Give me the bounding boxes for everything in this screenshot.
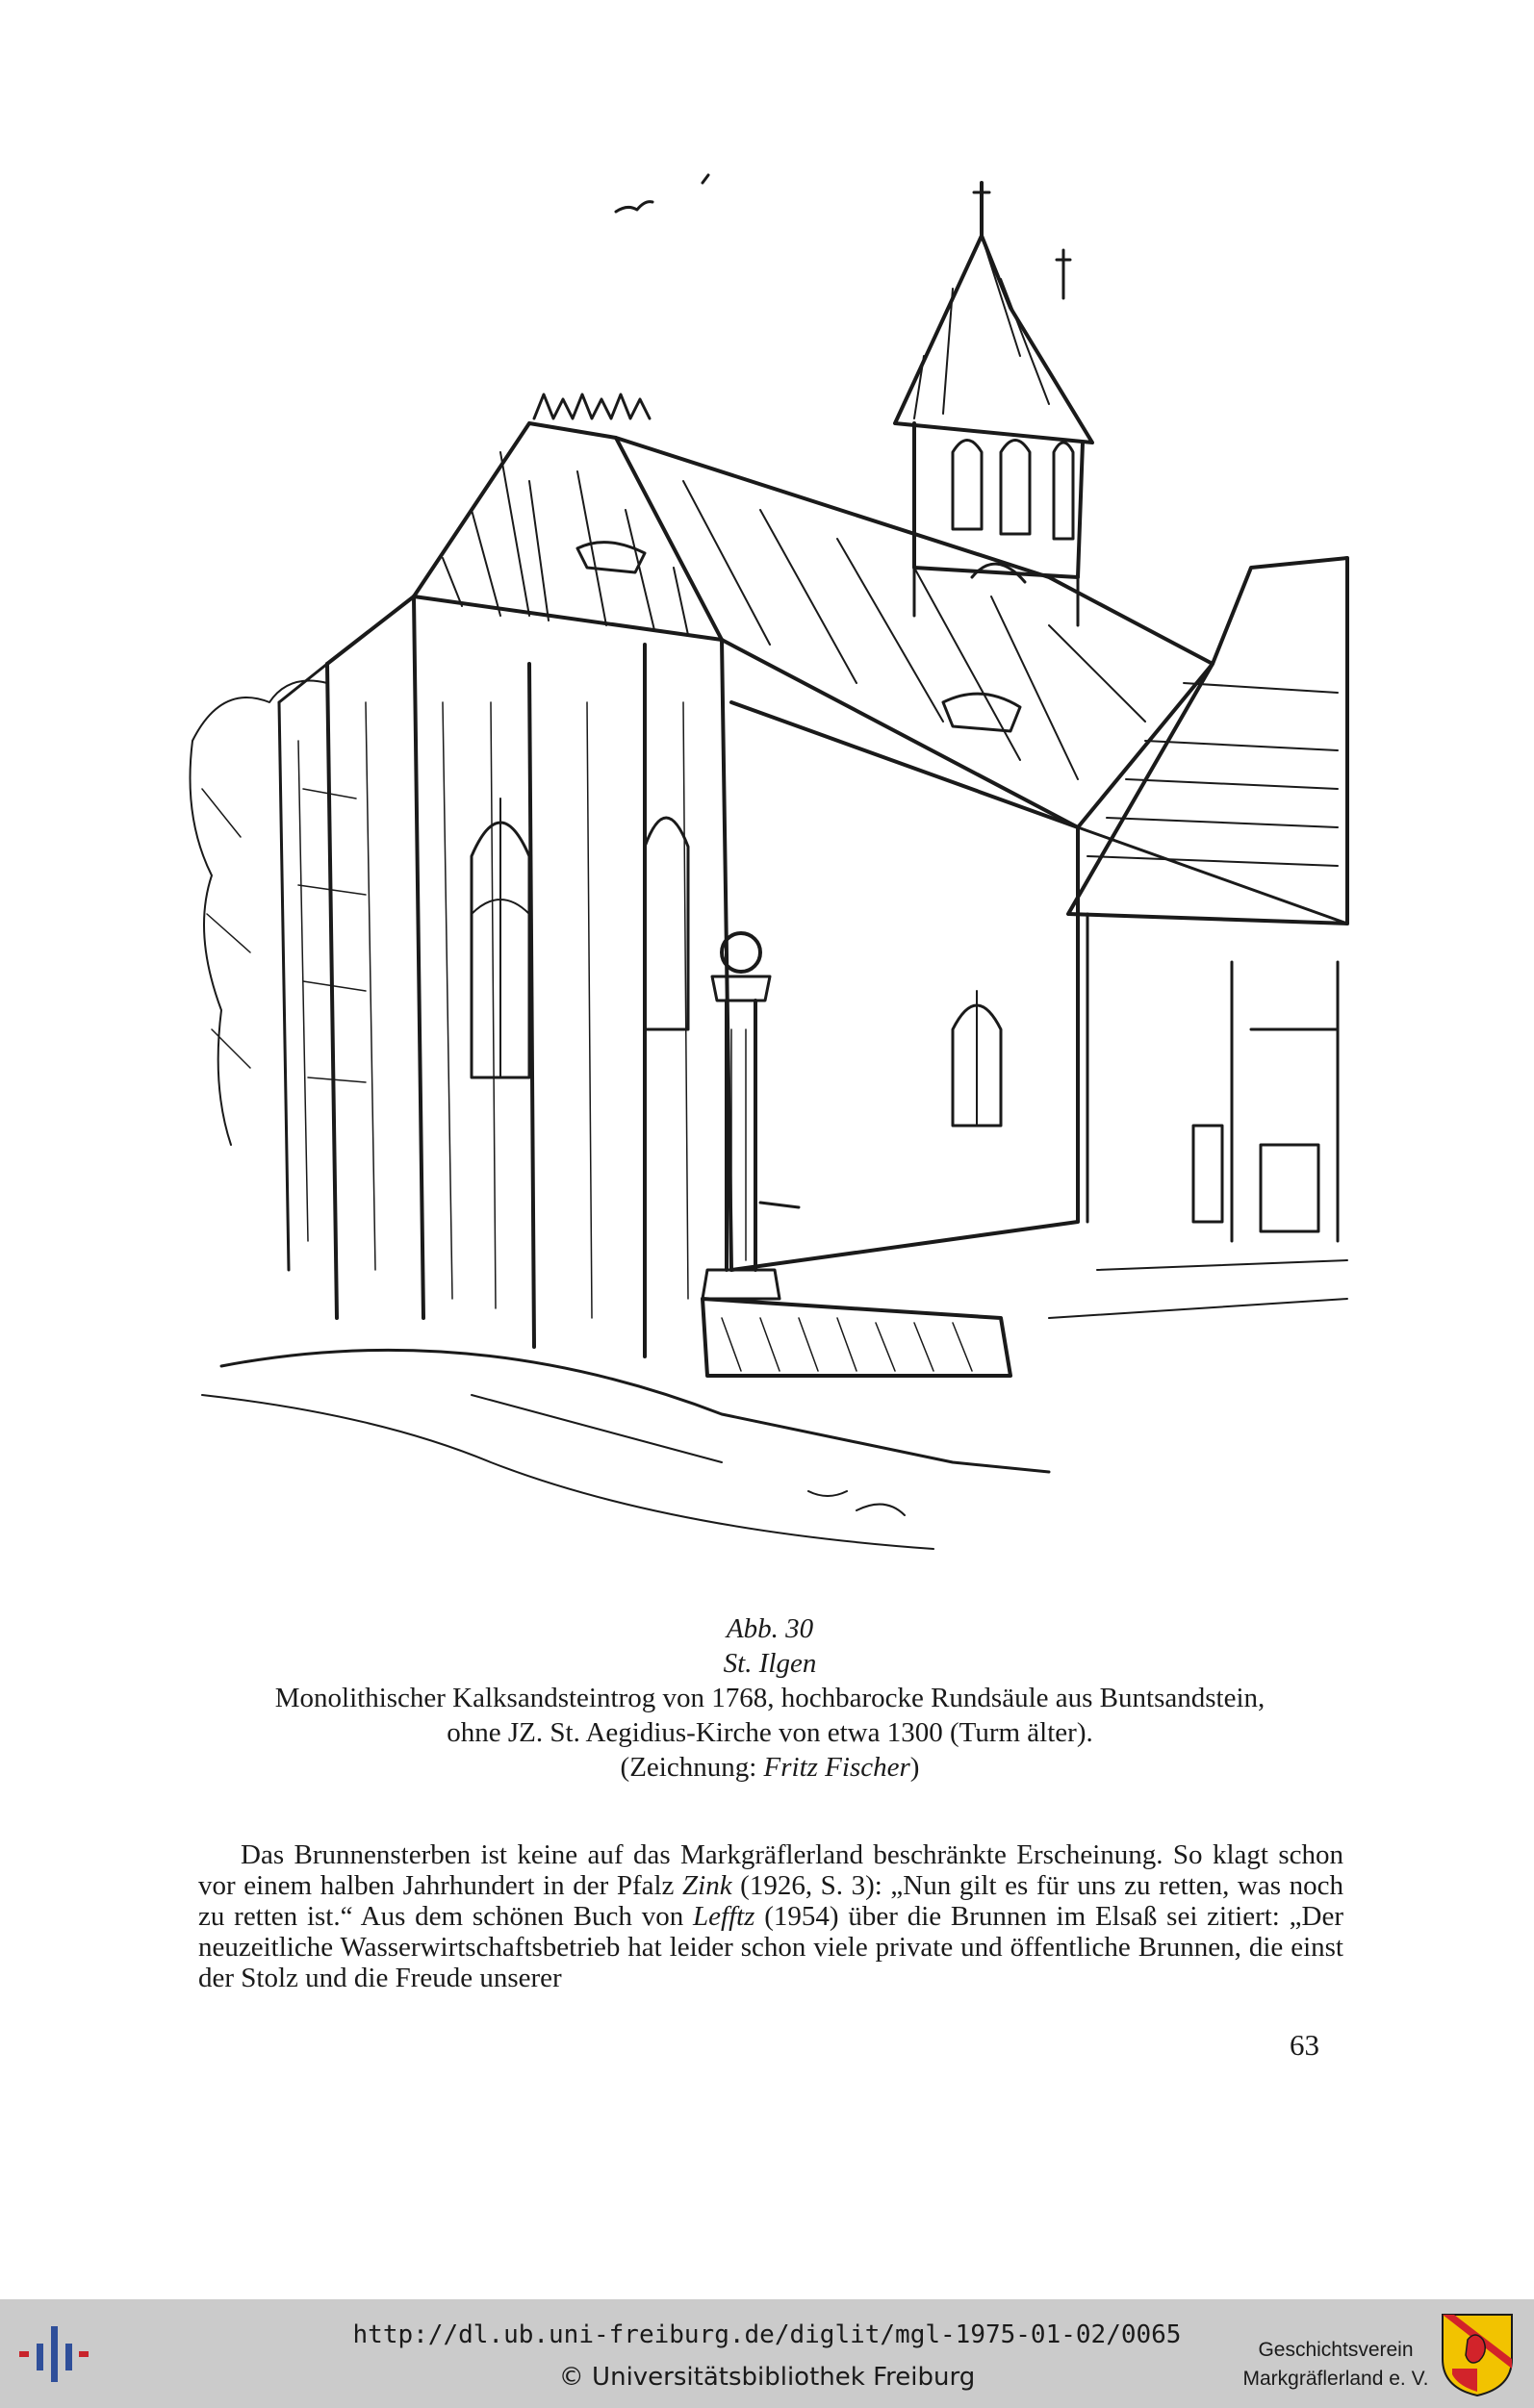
figure-number: Abb. 30 xyxy=(726,1613,814,1644)
figure-credit xyxy=(192,1750,1347,1785)
society-line-2: Markgräflerland e. V. xyxy=(1242,2368,1429,2390)
figure-description-line-2: ohne JZ. St. Aegidius-Kirche von etwa 1300 (Turm älter). xyxy=(447,1717,1093,1748)
body-paragraph xyxy=(198,1839,1343,1993)
author-zink: Zink xyxy=(682,1870,732,1901)
society-name xyxy=(1240,2336,1432,2394)
church-drawing xyxy=(183,164,1357,1587)
figure-description-line-1: Monolithischer Kalksandsteintrog von 1768, hochbarocke Rundsäule aus Buntsandstein, xyxy=(274,1683,1266,1713)
footer-bar xyxy=(0,2299,1534,2408)
document-url-link[interactable]: http://dl.ub.uni-freiburg.de/diglit/mgl-1975-01-02/0065 xyxy=(352,2320,1182,2349)
credit-name: Fritz Fischer xyxy=(763,1752,910,1783)
coat-of-arms-icon xyxy=(1439,2311,1516,2397)
society-line-1: Geschichtsverein xyxy=(1258,2339,1414,2361)
figure-title: St. Ilgen xyxy=(723,1648,817,1679)
body-text-part-3: (1954) über die Brunnen im Elsaß sei zitiert: „Der neuzeitliche Wasserwirtschaftsbetrieb hat leider schon viele private und öffentliche Brunnen, die einst der Stolz und die Freude unserer xyxy=(198,1901,1343,1993)
page-number: 63 xyxy=(1290,2028,1319,2062)
body-text-part-2: (1926, S. 3): „Nun gilt es für uns zu retten, was noch zu retten ist.“ Aus dem schönen Buch von xyxy=(198,1870,1343,1932)
author-lefftz: Lefftz xyxy=(693,1901,755,1932)
figure-caption xyxy=(192,1611,1347,1785)
credit-suffix: ) xyxy=(909,1752,920,1783)
copyright-notice: © Universitätsbibliothek Freiburg xyxy=(558,2363,976,2392)
credit-prefix: (Zeichnung: xyxy=(620,1752,764,1783)
body-text-part-1: Das Brunnensterben ist keine auf das Markgräflerland beschränkte Erscheinung. So klagt schon vor einem halben Jahrhundert in der Pfalz xyxy=(198,1839,1343,1901)
